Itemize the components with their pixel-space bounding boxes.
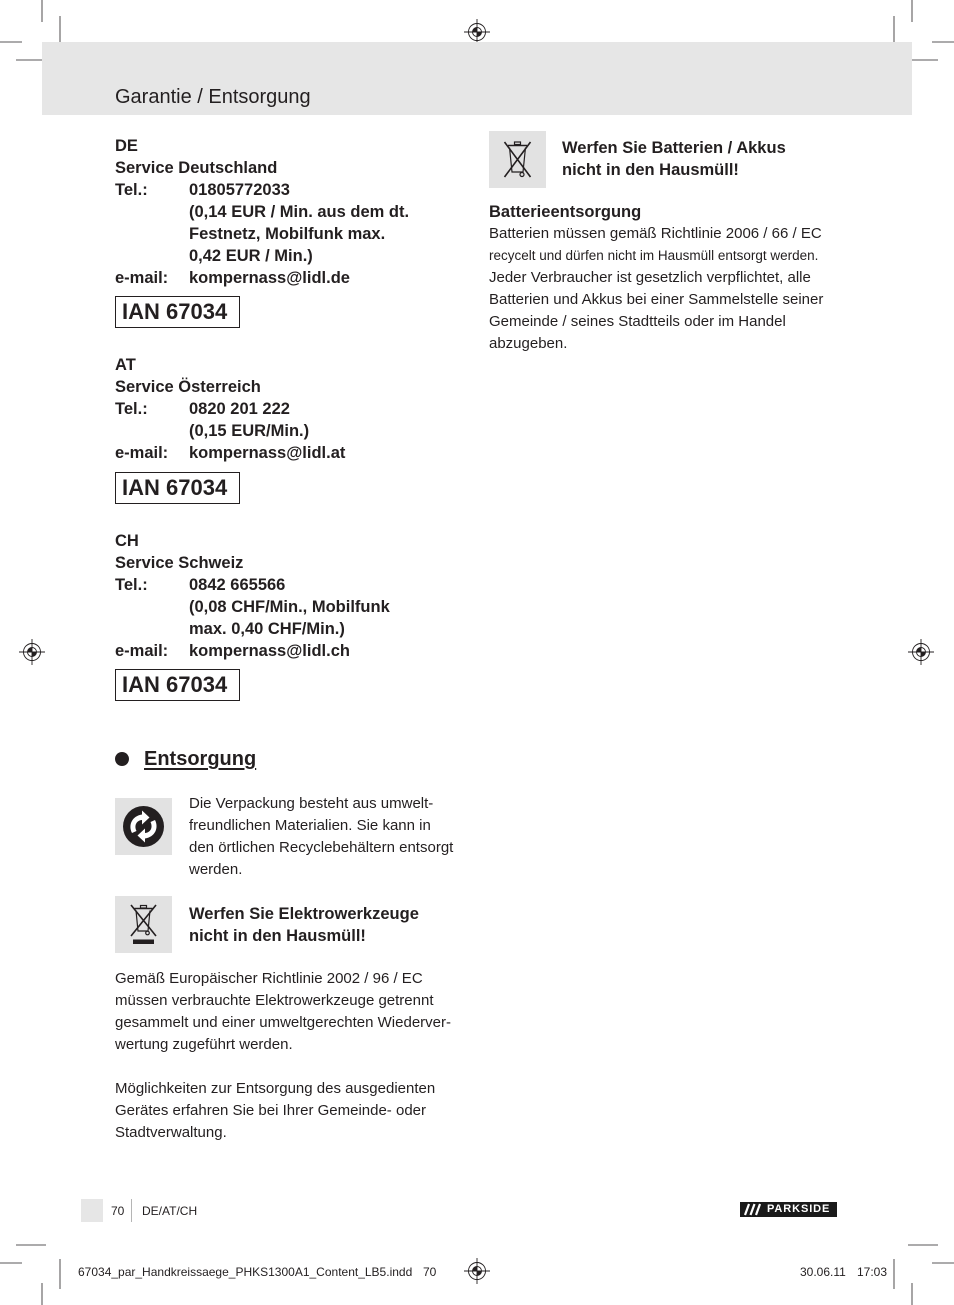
tel-rate-note: (0,14 EUR / Min. aus dem dt.	[189, 203, 410, 221]
subheading: Batterieentsorgung	[489, 203, 642, 221]
service-country-code: DE	[115, 137, 138, 155]
text-line: Werfen Sie Batterien / Akkus	[562, 139, 786, 157]
service-name: Service Schweiz	[115, 554, 244, 572]
registration-mark-left	[19, 639, 45, 665]
email-address: kompernass@lidl.de	[189, 269, 350, 287]
text-line: müssen verbrauchte Elektrowerkzeuge getrennt	[115, 992, 434, 1009]
service-name: Service Österreich	[115, 378, 261, 396]
ian-box-ch: IAN 67034	[115, 669, 240, 701]
footer-marker	[81, 1199, 103, 1222]
email-label: e-mail:	[115, 642, 169, 660]
text-line: Batterien und Akkus bei einer Sammelstelle seiner	[489, 291, 824, 308]
service-country-code: CH	[115, 532, 139, 550]
slug-date: 30.06.11	[800, 1265, 846, 1279]
section-bullet	[115, 752, 129, 766]
text-line: Werfen Sie Elektrowerkzeuge	[189, 905, 419, 923]
text-line: Stadtverwaltung.	[115, 1124, 227, 1141]
service-block-at	[115, 354, 345, 464]
registration-mark-right	[908, 639, 934, 665]
power-tools-warning	[189, 903, 419, 947]
slug-page: 70	[423, 1265, 437, 1279]
tel-rate-note: Festnetz, Mobilfunk max.	[189, 225, 386, 243]
service-email-row	[115, 267, 409, 289]
logo-wordmark: PARKSIDE	[767, 1203, 831, 1215]
parkside-logo	[740, 1202, 837, 1217]
text-line: Gerätes erfahren Sie bei Ihrer Gemeinde- oder	[115, 1102, 426, 1119]
page-number: 70	[111, 1204, 125, 1218]
text-line: recycelt und dürfen nicht im Hausmüll entsorgt werden.	[489, 248, 819, 263]
battery-heading	[489, 201, 641, 223]
text-line: nicht in den Hausmüll!	[562, 161, 739, 179]
service-name: Service Deutschland	[115, 159, 278, 177]
language-codes: DE/AT/CH	[142, 1204, 198, 1218]
email-address: kompernass@lidl.at	[189, 444, 346, 462]
battery-paragraph	[489, 223, 823, 355]
logo-slashes-icon	[743, 1202, 765, 1217]
email-address: kompernass@lidl.ch	[189, 642, 350, 660]
email-label: e-mail:	[115, 444, 169, 462]
directive-paragraph	[115, 968, 451, 1056]
crossed-out-wheelie-bin-icon	[489, 131, 546, 188]
service-tel-row	[115, 179, 409, 201]
text-line: freundlichen Materialien. Sie kann in	[189, 817, 431, 834]
footer-divider	[131, 1199, 132, 1222]
ian-box-de: IAN 67034	[115, 296, 240, 328]
text-line: Gemäß Europäischer Richtlinie 2002 / 96 / EC	[115, 970, 423, 987]
text-line: Jeder Verbraucher ist gesetzlich verpflichtet, alle	[489, 269, 811, 286]
green-dot-recycling-icon	[115, 798, 172, 855]
service-tel-row	[115, 398, 345, 420]
tel-number: 0842 665566	[189, 576, 286, 594]
text-line: Möglichkeiten zur Entsorgung des ausgedienten	[115, 1080, 436, 1097]
tel-rate-note: 0,42 EUR / Min.)	[189, 247, 313, 265]
tel-rate-note: (0,15 EUR/Min.)	[189, 422, 310, 440]
text-line: Gemeinde / seines Stadtteils oder im Handel	[489, 313, 786, 330]
service-block-ch	[115, 530, 390, 662]
text-line: gesammelt und einer umweltgerechten Wiederver-	[115, 1014, 451, 1031]
page-title: Garantie / Entsorgung	[115, 86, 311, 108]
text-line: werden.	[189, 861, 243, 878]
text-line: den örtlichen Recyclebehältern entsorgt	[189, 839, 454, 856]
service-country-code: AT	[115, 356, 136, 374]
text-line: Die Verpackung besteht aus umwelt-	[189, 795, 434, 812]
service-tel-row	[115, 574, 390, 596]
disposal-options-paragraph	[115, 1078, 435, 1144]
slug-time: 17:03	[857, 1265, 888, 1279]
email-label: e-mail:	[115, 269, 169, 287]
ian-box-at: IAN 67034	[115, 472, 240, 504]
registration-mark-bottom	[464, 1258, 490, 1284]
tel-number: 01805772033	[189, 181, 290, 199]
text-line: abzugeben.	[489, 335, 568, 352]
tel-rate-note: max. 0,40 CHF/Min.)	[189, 620, 345, 638]
battery-warning	[562, 137, 786, 181]
text-line: Batterien müssen gemäß Richtlinie 2006 / 66 / EC	[489, 225, 822, 242]
packaging-text	[189, 793, 453, 881]
crossed-out-wheelie-bin-icon	[115, 896, 172, 953]
service-email-row	[115, 442, 345, 464]
tel-label: Tel.:	[115, 576, 148, 594]
tel-label: Tel.:	[115, 400, 148, 418]
slug-file-name: 67034_par_Handkreissaege_PHKS1300A1_Content_LB5.indd	[78, 1265, 413, 1279]
text-line: wertung zugeführt werden.	[115, 1036, 293, 1053]
service-block-de	[115, 135, 409, 289]
service-email-row	[115, 640, 390, 662]
section-heading-disposal: Entsorgung	[144, 748, 257, 770]
tel-label: Tel.:	[115, 181, 148, 199]
text-line: nicht in den Hausmüll!	[189, 927, 366, 945]
tel-rate-note: (0,08 CHF/Min., Mobilfunk	[189, 598, 390, 616]
tel-number: 0820 201 222	[189, 400, 290, 418]
